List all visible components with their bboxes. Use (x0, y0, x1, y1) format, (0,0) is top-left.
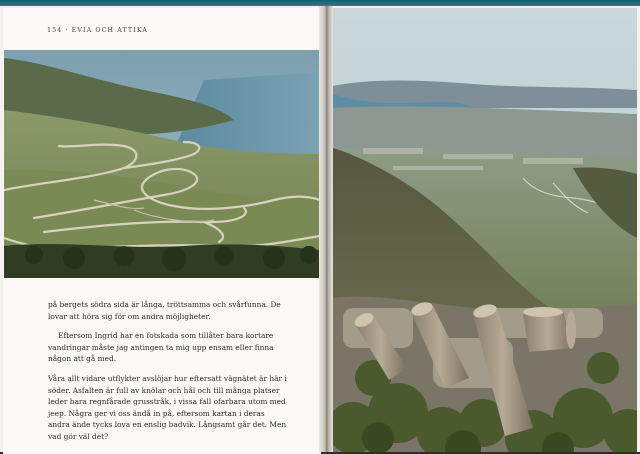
columns-landscape-photo (333, 8, 637, 452)
serpentine-road-photo (4, 50, 320, 278)
header-title: EVIA OCH ATTIKA (71, 27, 149, 34)
paragraph-2: Eftersom Ingrid har en fotskada som tillåter bara kortare vandringar måste jag antingen ta mig upp ensam eller finna någon att gå med. (48, 331, 274, 364)
paragraph-1: på bergets södra sida är långa, tröttsamma och svårfunna. De lovar att höra sig för om andra möjligheter. (48, 300, 281, 321)
book-spread (0, 6, 640, 452)
body-text (48, 299, 288, 451)
running-header (47, 27, 148, 34)
paragraph-3: Våra allt vidare utflykter avslöjar hur eftersatt vägnätet är här i söder. Asfalten är full av knölar och hål och till många platser leder bara regnfårade grusstråk, i vissa fall ofarbara utom med jeep. Några ger vi oss ändå in på, eftersom kartan i deras andra ände tycks lova en enslig badvik. Långsamt går det. Men vad gör väl det? (48, 373, 287, 441)
header-separator: · (65, 27, 69, 34)
book-gutter (319, 6, 333, 452)
page-number: 154 (47, 27, 63, 34)
